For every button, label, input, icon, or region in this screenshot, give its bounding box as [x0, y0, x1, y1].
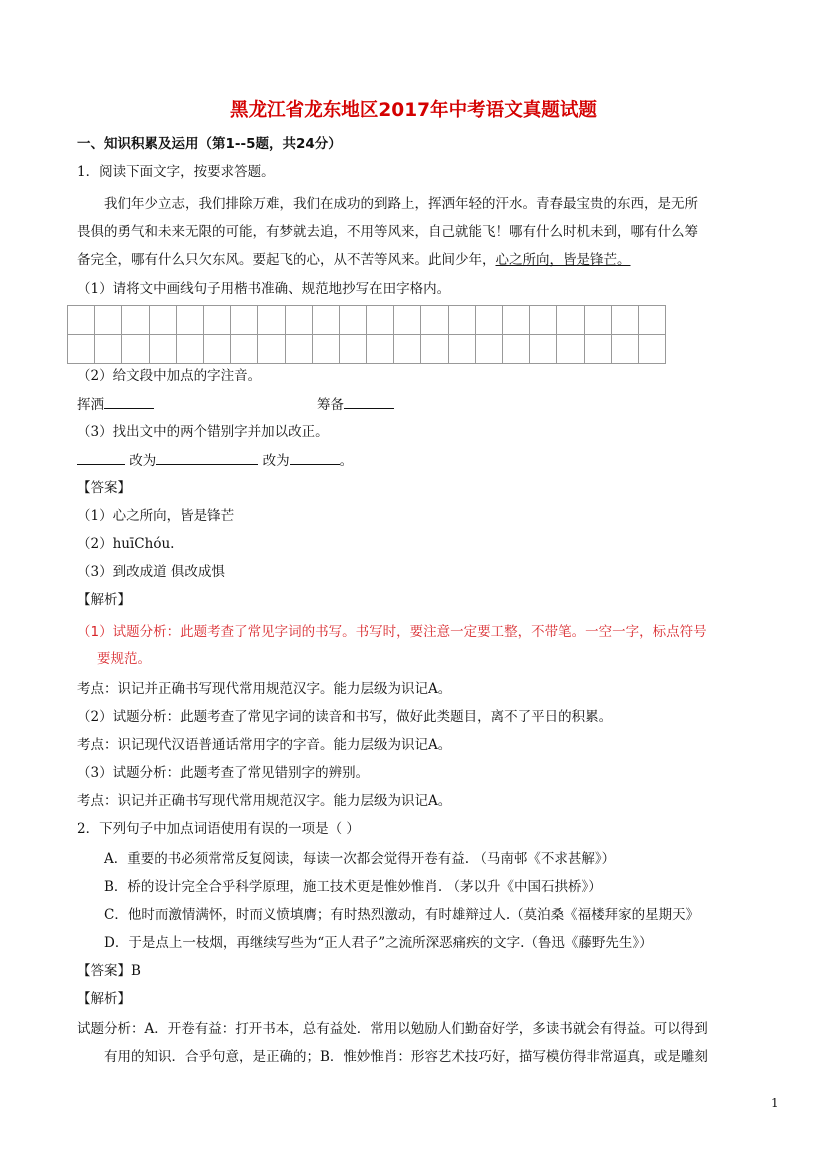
passage-line-1: 我们年少立志，我们排除万难，我们在成功的到路上，挥洒年轻的汗水。青春最宝贵的东西，是无所	[104, 196, 698, 212]
key-point-3: 考点：识记并正确书写现代常用规范汉字。能力层级为识记A。	[77, 793, 452, 809]
grid-cell[interactable]	[530, 306, 557, 335]
grid-cell[interactable]	[258, 335, 285, 364]
grid-cell[interactable]	[122, 306, 149, 335]
grid-cell[interactable]	[421, 306, 448, 335]
grid-cell[interactable]	[584, 335, 611, 364]
grid-cell[interactable]	[95, 335, 122, 364]
grid-cell[interactable]	[367, 306, 394, 335]
grid-cell[interactable]	[557, 306, 584, 335]
analysis-2: （2）试题分析：此题考查了常见字词的读音和书写，做好此类题目，离不了平日的积累。	[77, 709, 613, 725]
grid-cell[interactable]	[394, 306, 421, 335]
passage-line-2: 畏俱的勇气和未来无限的可能，有梦就去追，不用等风来，自己就能飞！哪有什么时机未到，哪有什么筹	[77, 224, 698, 240]
grid-cell[interactable]	[394, 335, 421, 364]
grid-cell[interactable]	[312, 335, 339, 364]
grid-cell[interactable]	[68, 335, 95, 364]
page-number: 1	[771, 1096, 779, 1110]
grid-cell[interactable]	[339, 335, 366, 364]
grid-cell[interactable]	[421, 335, 448, 364]
grid-cell[interactable]	[367, 335, 394, 364]
correction-blank-1[interactable]	[156, 450, 258, 465]
passage-line-3-text: 备完全，哪有什么只欠东风。要起飞的心，从不苦等风来。此间少年，	[77, 252, 496, 268]
grid-cell[interactable]	[203, 335, 230, 364]
analysis-3: （3）试题分析：此题考查了常见错别字的辨别。	[77, 765, 370, 781]
grid-row	[68, 306, 666, 335]
correction-line	[77, 450, 353, 471]
grid-cell[interactable]	[68, 306, 95, 335]
tianzige-grid[interactable]	[67, 305, 666, 364]
subquestion-2: （2）给文段中加点的字注音。	[77, 368, 262, 384]
grid-cell[interactable]	[611, 306, 638, 335]
option-a: A．重要的书必须常常反复阅读，每读一次都会觉得开卷有益. （马南邨《不求甚解》）	[104, 851, 616, 867]
answer-2: （2）huīChóu.	[77, 536, 175, 552]
pinyin-item-1	[77, 394, 154, 415]
grid-cell[interactable]	[149, 306, 176, 335]
analysis-q2-line-2: 有用的知识．合乎句意，是正确的；B．惟妙惟肖：形容艺术技巧好，描写模仿得非常逼真，或是雕刻	[104, 1049, 708, 1065]
section-heading: 一、知识积累及运用（第1--5题，共24分）	[77, 136, 342, 152]
grid-cell[interactable]	[475, 306, 502, 335]
wrong-char-blank-1[interactable]	[77, 450, 125, 465]
grid-cell[interactable]	[503, 335, 530, 364]
grid-cell[interactable]	[122, 335, 149, 364]
pinyin-blank-2[interactable]	[344, 394, 394, 409]
answer-3: （3）到改成道 俱改成惧	[77, 564, 225, 580]
grid-cell[interactable]	[312, 306, 339, 335]
pinyin-blank-1[interactable]	[104, 394, 154, 409]
change-to-label-2: 改为	[262, 453, 290, 469]
grid-cell[interactable]	[285, 335, 312, 364]
answer-label: 【答案】	[77, 480, 131, 496]
analysis-label: 【解析】	[77, 592, 131, 608]
grid-cell[interactable]	[611, 335, 638, 364]
grid-cell[interactable]	[203, 306, 230, 335]
page-title: 黑龙江省龙东地区2017年中考语文真题试题	[230, 100, 597, 121]
key-point-2: 考点：识记现代汉语普通话常用字的字音。能力层级为识记A。	[77, 737, 452, 753]
grid-row	[68, 335, 666, 364]
grid-cell[interactable]	[530, 335, 557, 364]
grid-cell[interactable]	[95, 306, 122, 335]
subquestion-3: （3）找出文中的两个错别字并加以改正。	[77, 424, 329, 440]
option-b: B．桥的设计完全合乎科学原理，施工技术更是惟妙惟肖. （茅以升《中国石拱桥》）	[104, 879, 602, 895]
grid-cell[interactable]	[638, 306, 665, 335]
question-2-stem: 2．下列句子中加点词语使用有误的一项是（ ）	[77, 821, 360, 837]
word-huisa: 挥洒	[77, 397, 104, 413]
pinyin-item-2	[317, 394, 394, 415]
grid-cell[interactable]	[475, 335, 502, 364]
passage-line-3	[77, 250, 631, 270]
change-to-label-1: 改为	[129, 453, 157, 469]
grid-cell[interactable]	[231, 335, 258, 364]
grid-cell[interactable]	[285, 306, 312, 335]
subquestion-1: （1）请将文中画线句子用楷书准确、规范地抄写在田字格内。	[77, 281, 451, 297]
answer-1: （1）心之所向，皆是锋芒	[77, 508, 235, 524]
grid-cell[interactable]	[503, 306, 530, 335]
grid-cell[interactable]	[339, 306, 366, 335]
grid-cell[interactable]	[258, 306, 285, 335]
underlined-sentence: 心之所向，皆是锋芒。	[495, 252, 631, 268]
grid-cell[interactable]	[638, 335, 665, 364]
option-c: C．他时而激情满怀，时而义愤填膺；有时热烈激动，有时雄辩过人.（莫泊桑《福楼拜家的星期天》	[104, 907, 700, 923]
grid-cell[interactable]	[176, 306, 203, 335]
grid-cell[interactable]	[448, 335, 475, 364]
key-point-1: 考点：识记并正确书写现代常用规范汉字。能力层级为识记A。	[77, 681, 452, 697]
answer-2-label: 【答案】B	[77, 963, 141, 979]
period: 。	[339, 453, 354, 469]
correction-blank-2[interactable]	[290, 450, 340, 465]
analysis-1-line-2: 要规范。	[97, 651, 151, 667]
grid-cell[interactable]	[584, 306, 611, 335]
analysis-1-line-1: （1）试题分析：此题考查了常见字词的书写。书写时，要注意一定要工整，不带笔。一空一字，标点符号	[77, 624, 707, 640]
grid-cell[interactable]	[231, 306, 258, 335]
grid-cell[interactable]	[557, 335, 584, 364]
analysis-2-label: 【解析】	[77, 991, 131, 1007]
analysis-q2-line-1: 试题分析：A．开卷有益：打开书本，总有益处．常用以勉励人们勤奋好学，多读书就会有得益。可以得到	[77, 1021, 708, 1037]
word-choubei: 筹备	[317, 397, 344, 413]
option-d: D．于是点上一枝烟，再继续写些为“正人君子”之流所深恶痛疾的文字.（鲁迅《藤野先生》）	[104, 935, 653, 951]
grid-cell[interactable]	[149, 335, 176, 364]
grid-cell[interactable]	[176, 335, 203, 364]
question-1-stem: 1．阅读下面文字，按要求答题。	[77, 164, 275, 180]
grid-cell[interactable]	[448, 306, 475, 335]
